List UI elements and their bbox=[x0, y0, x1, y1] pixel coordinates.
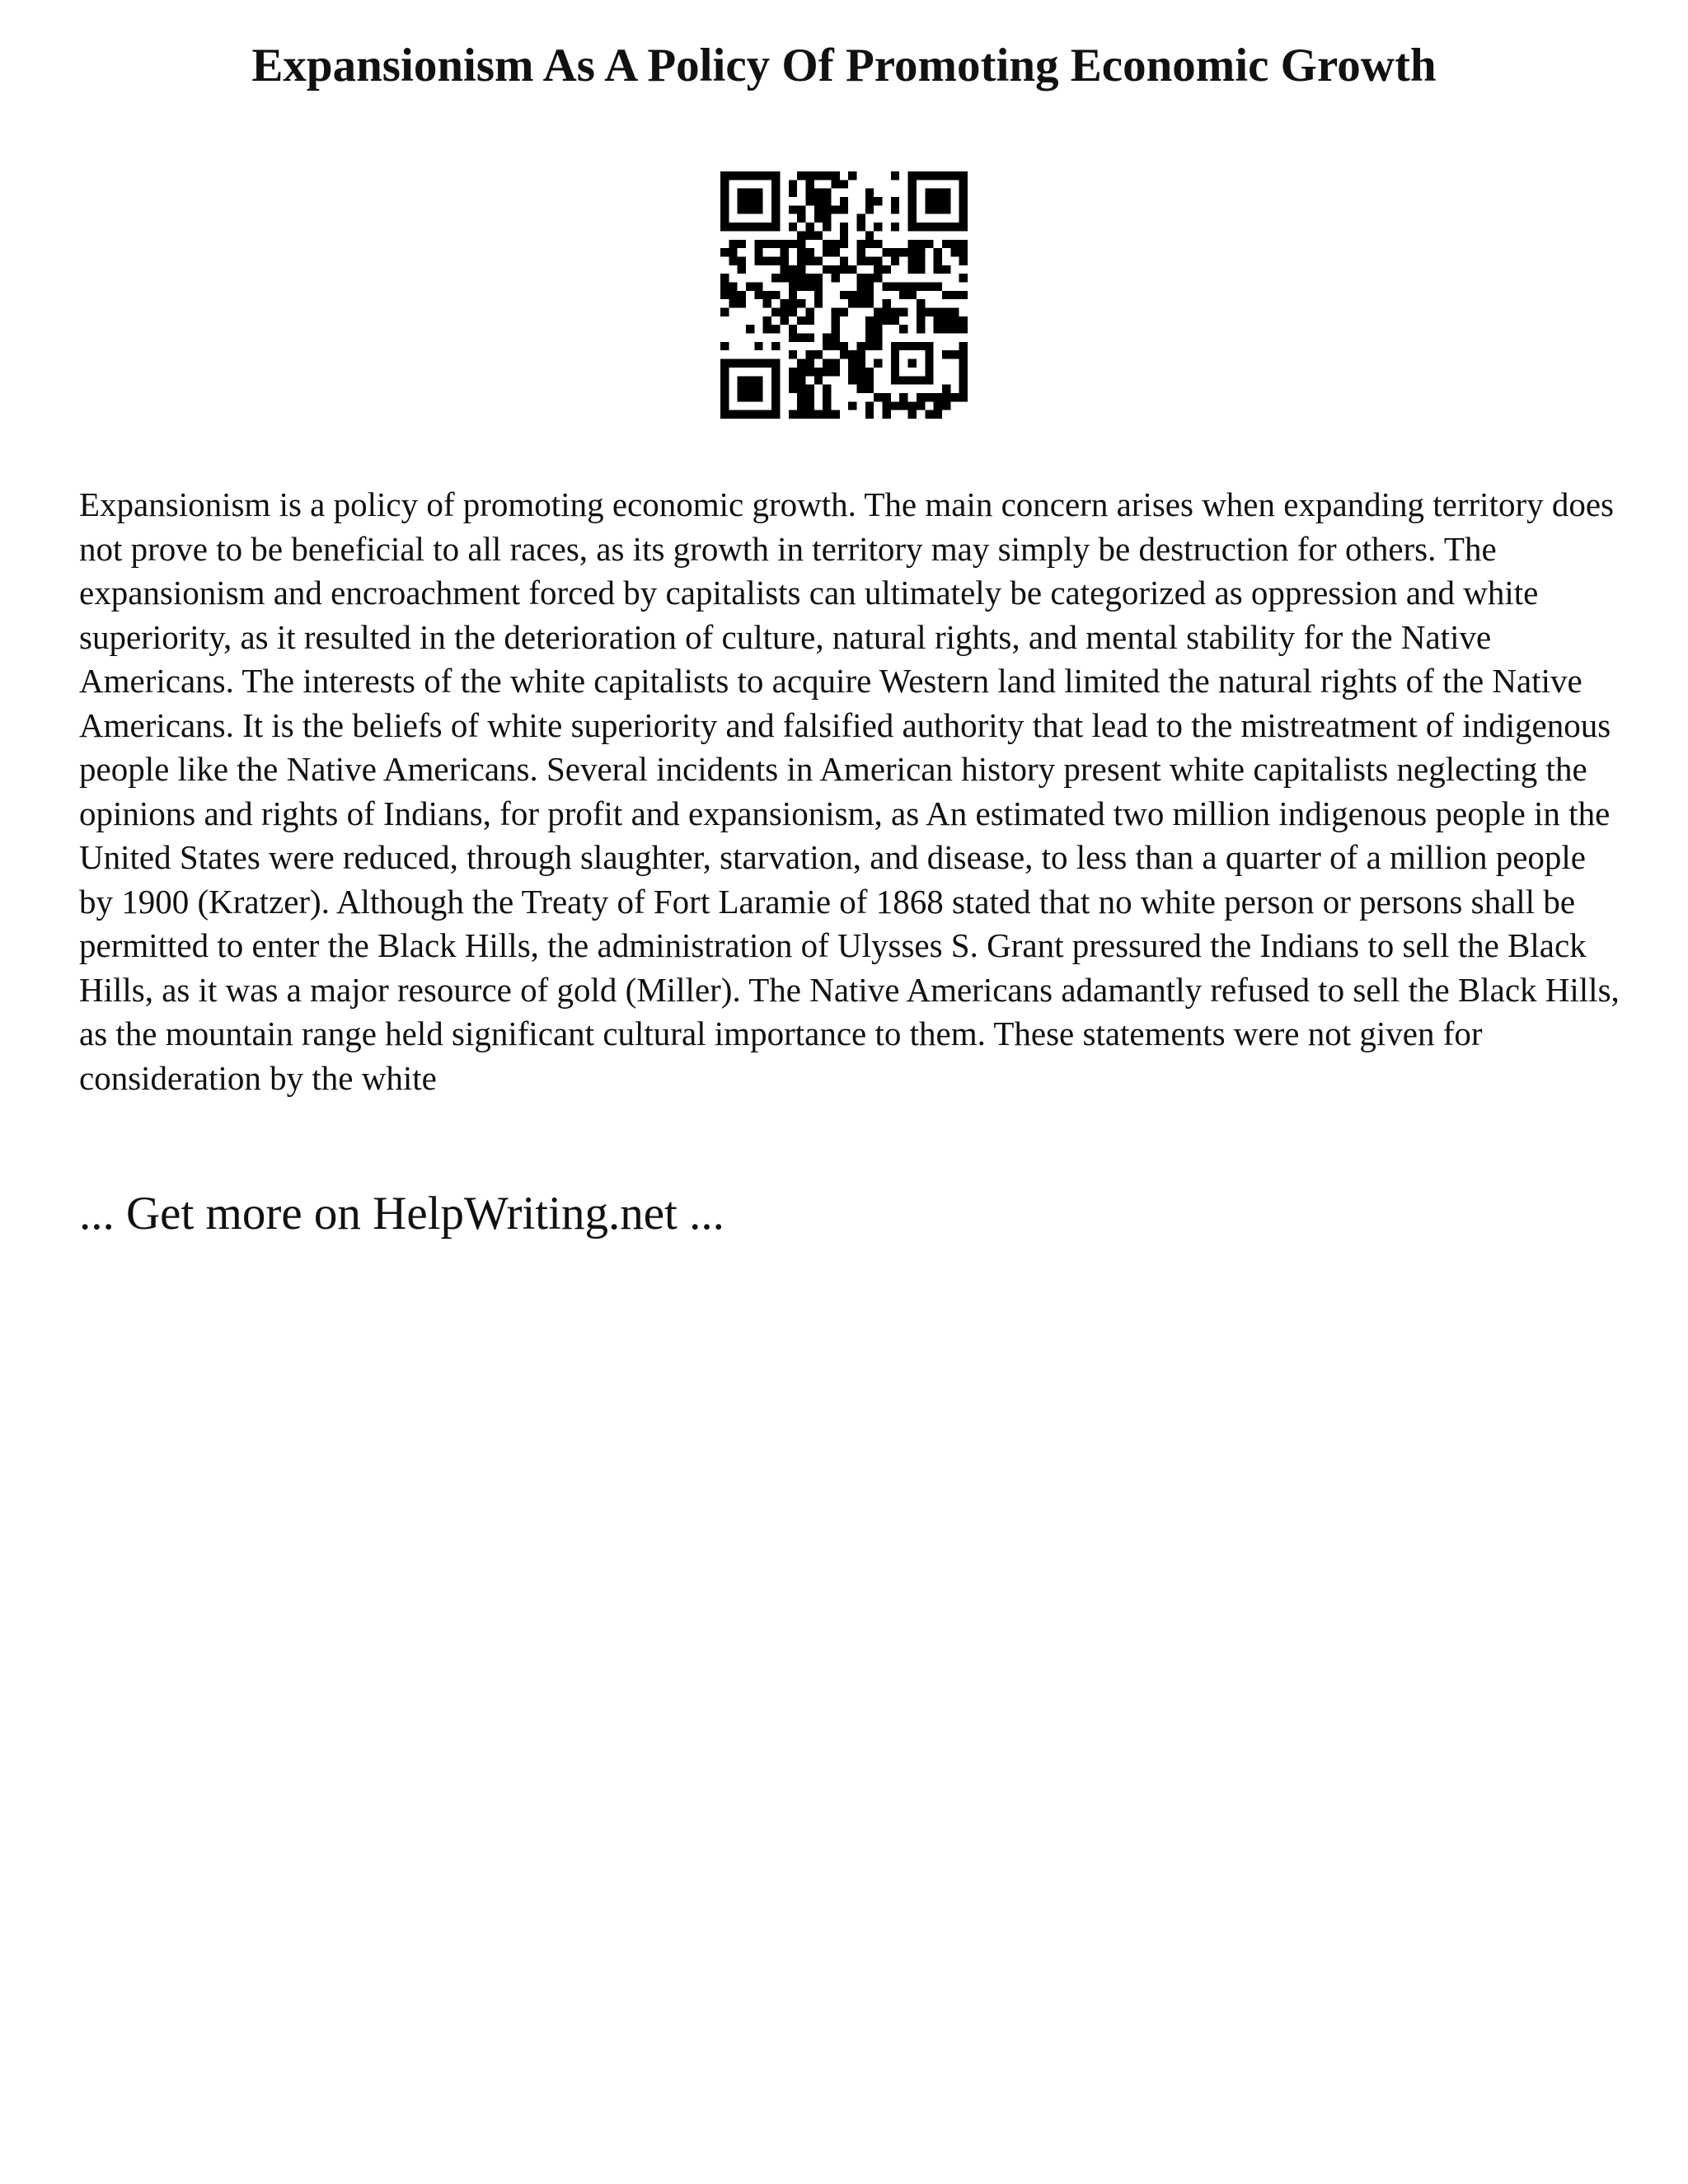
page-title: Expansionism As A Policy Of Promoting Economic Growth bbox=[251, 40, 1437, 91]
qr-code-icon bbox=[720, 171, 968, 419]
get-more-link[interactable]: ... Get more on HelpWriting.net ... bbox=[79, 1188, 724, 1240]
essay-excerpt: Expansionism is a policy of promoting economic growth. The main concern arises when expanding territory does not prove to be beneficial to all races, as its growth in territory may simply be destruction for others. The expansionism and encroachment forced by capitalists can ultimately be categorized as oppression and white superiority, as it resulted in the deterioration of culture, natural rights, and mental stability for the Native Americans. The interests of the white capitalists to acquire Western land limited the natural rights of the Native Americans. It is the beliefs of white superiority and falsified authority that lead to the mistreatment of indigenous people like the Native Americans. Several incidents in American history present white capitalists neglecting the opinions and rights of Indians, for profit and expansionism, as An estimated two million indigenous people in the United States were reduced, through slaughter, starvation, and disease, to less than a quarter of a million people by 1900 (Kratzer). Although the Treaty of Fort Laramie of 1868 stated that no white person or persons shall be permitted to enter the Black Hills, the administration of Ulysses S. Grant pressured the Indians to sell the Black Hills, as it was a major resource of gold (Miller). The Native Americans adamantly refused to sell the Black Hills, as the mountain range held significant cultural importance to them. These statements were not given for consideration by the white bbox=[79, 485, 1620, 1097]
